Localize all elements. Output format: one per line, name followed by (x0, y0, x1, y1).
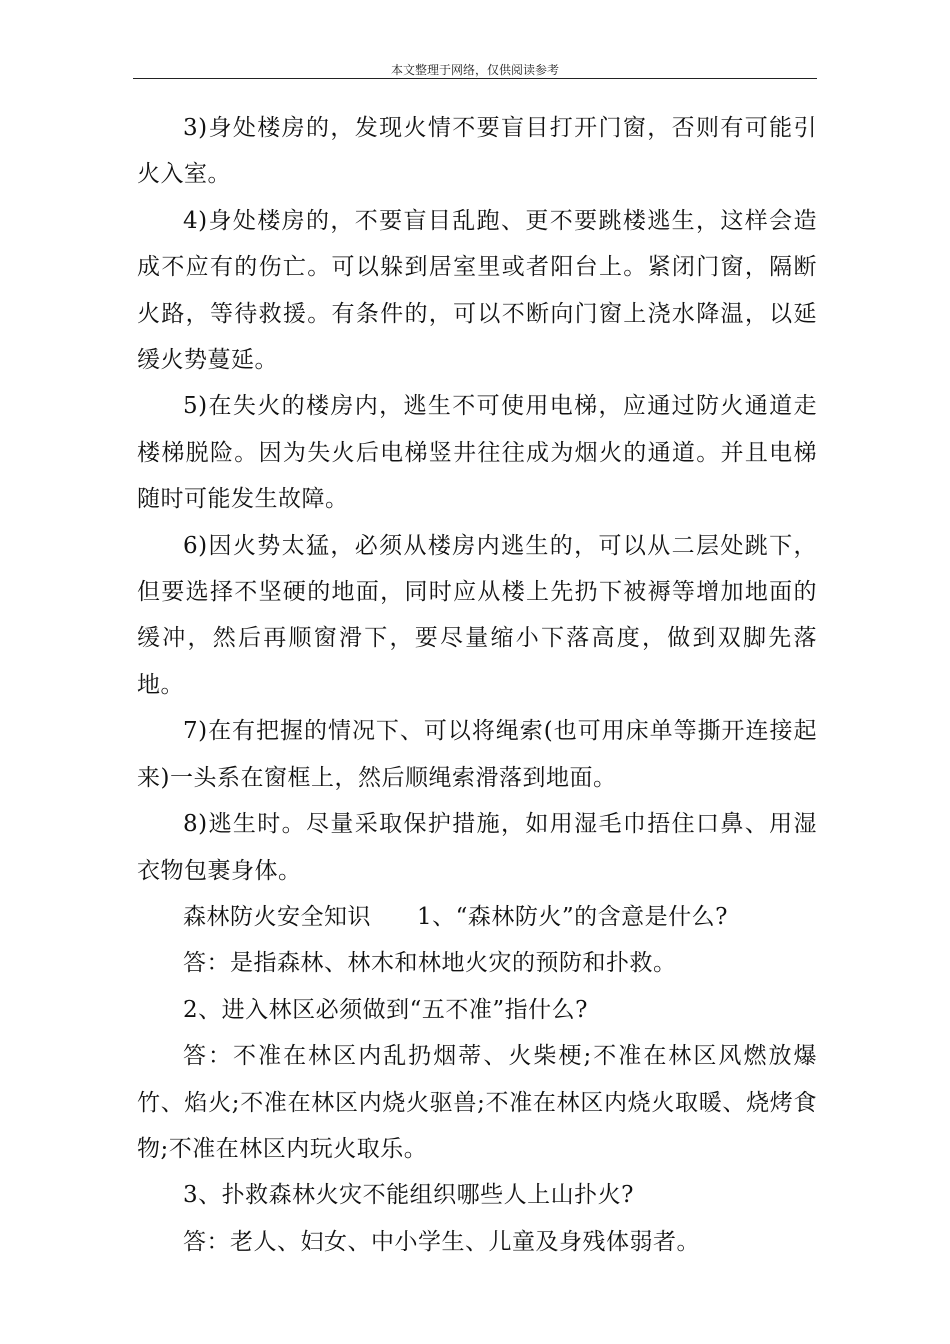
answer-3: 答：老人、妇女、中小学生、儿童及身残体弱者。 (183, 1228, 700, 1255)
answer-1: 答：是指森林、林木和林地火灾的预防和扑救。 (183, 950, 677, 977)
page-header: 本文整理于网络，仅供阅读参考 (390, 63, 559, 77)
header-rule (133, 78, 817, 79)
paragraph-escape-tip-8: 8)逃生时。尽量采取保护措施，如用湿毛巾捂住口鼻、用湿衣物包裹身体。 (137, 811, 817, 884)
document-body (137, 105, 817, 1265)
paragraph-escape-tip-3: 3)身处楼房的，发现火情不要盲目打开门窗，否则有可能引火入室。 (137, 115, 817, 188)
question-1: 1、“森林防火”的含意是什么? (417, 903, 728, 930)
paragraph-escape-tip-5: 5)在失火的楼房内，逃生不可使用电梯，应通过防火通道走楼梯脱险。因为失火后电梯竖井往往成为烟火的通道。并且电梯随时可能发生故障。 (137, 393, 817, 513)
question-2: 2、进入林区必须做到“五不准”指什么? (183, 996, 588, 1023)
question-3: 3、扑救森林火灾不能组织哪些人上山扑火? (183, 1182, 634, 1209)
paragraph-escape-tip-6: 6)因火势太猛，必须从楼房内逃生的，可以从二层处跳下，但要选择不坚硬的地面，同时应从楼上先扔下被褥等增加地面的缓冲，然后再顺窗滑下，要尽量缩小下落高度，做到双脚先落地。 (137, 532, 817, 698)
paragraph-escape-tip-7: 7)在有把握的情况下、可以将绳索(也可用床单等撕开连接起来)一头系在窗框上，然后顺绳索滑落到地面。 (137, 718, 817, 791)
section-heading-line (137, 894, 817, 940)
answer-2: 答：不准在林区内乱扔烟蒂、火柴梗;不准在林区风燃放爆竹、焰火;不准在林区内烧火驱兽;不准在林区内烧火取暖、烧烤食物;不准在林区内玩火取乐。 (137, 1043, 817, 1162)
paragraph-escape-tip-4: 4)身处楼房的，不要盲目乱跑、更不要跳楼逃生，这样会造成不应有的伤亡。可以躲到居室里或者阳台上。紧闭门窗，隔断火路，等待救援。有条件的，可以不断向门窗上浇水降温，以延缓火势蔓延。 (137, 207, 817, 374)
section-title: 森林防火安全知识 (183, 903, 371, 930)
